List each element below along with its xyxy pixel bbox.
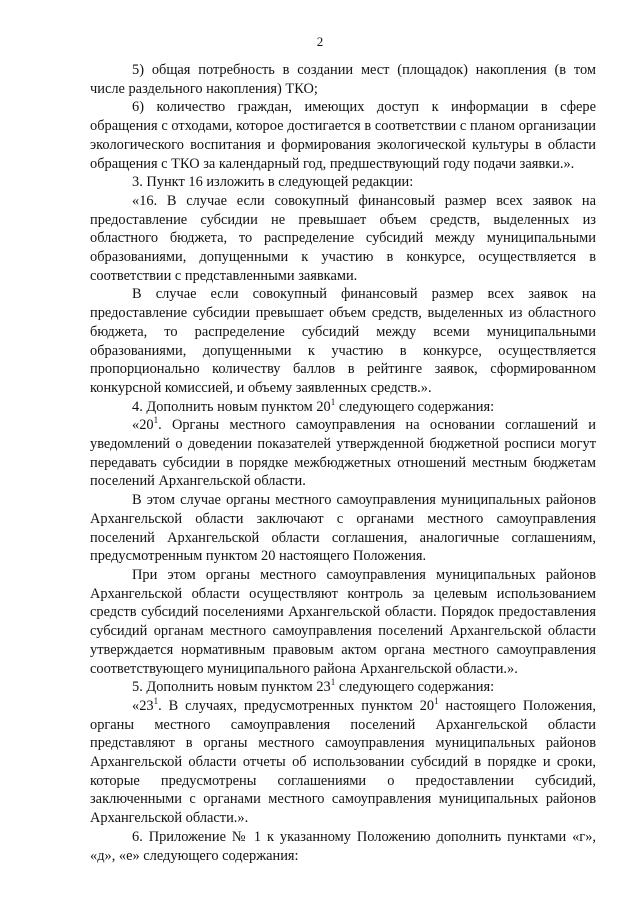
superscript: 1 <box>153 415 159 426</box>
paragraph-point-6: 6. Приложение № 1 к указанному Положению дополнить пунктами «г», «д», «е» следующего содержания: <box>90 828 596 864</box>
paragraph-clause-23-1 <box>90 697 596 828</box>
superscript: 1 <box>330 396 336 407</box>
paragraph-clause-20-1-part-1 <box>90 416 596 491</box>
page-number: 2 <box>316 34 324 49</box>
text-segment: 5. Дополнить новым пунктом 23 <box>132 679 331 696</box>
text-segment: «23 <box>132 697 154 714</box>
text-segment: следующего содержания: <box>335 679 495 696</box>
paragraph-item-6: 6) количество граждан, имеющих доступ к информации в сфере обращения с отходами, которое достигается в соответствии с планом организации экологического воспитания и формирования экологической культуры в области обращения с ТКО за календарный год, предшествующий году подачи заявки.». <box>90 99 596 172</box>
paragraph-item-5: 5) общая потребность в создании мест (площадок) накопления (в том числе раздельного накопления) ТКО; <box>90 62 596 97</box>
text-segment: «20 <box>132 417 154 434</box>
superscript: 1 <box>153 696 159 707</box>
text-segment: 4. Дополнить новым пунктом 20 <box>132 398 331 415</box>
superscript: 1 <box>330 677 336 688</box>
paragraph-point-3: 3. Пункт 16 изложить в следующей редакции: <box>132 174 414 191</box>
superscript: 1 <box>434 696 439 707</box>
paragraph-clause-16-part-1: «16. В случае если совокупный финансовый размер всех заявок на предоставление субсидии не превышает объем средств, выделенных из областного бюджета, то распределение субсидий между муниципальными образованиями, допущенными к участию в конкурсе, осуществляется в соответствии с представленными заявками. <box>90 192 596 284</box>
text-segment: . В случаях, предусмотренных пунктом 20 <box>158 697 435 714</box>
text-segment: настоящего Положения, органы местного самоуправления поселений Архангельской области представляют в органы местного самоуправления муниципальных районов Архангельской области отчеты об использовании субсидий в порядке и сроки, которые предусмотрены соглашениями о предоставлении субсидий, заключенными с органами местного самоуправления муниципальных районов Архангельской области.». <box>90 697 596 827</box>
text-segment: следующего содержания: <box>335 398 495 415</box>
paragraph-point-5 <box>90 678 596 697</box>
document-body <box>90 61 596 865</box>
paragraph-clause-20-1-part-2: В этом случае органы местного самоуправления муниципальных районов Архангельской области заключают с органами местного самоуправления поселений Архангельской области соглашения, аналогичные соглашениям, предусмотренным пунктом 20 настоящего Положения. <box>90 492 596 565</box>
paragraph-point-4 <box>90 398 596 417</box>
paragraph-clause-20-1-part-3: При этом органы местного самоуправления муниципальных районов Архангельской области осуществляют контроль за целевым использованием средств субсидий поселениями Архангельской области. Порядок предоставления субсидий органам местного самоуправления поселений Архангельской области утверждается нормативным правовым актом органа местного самоуправления соответствующего муниципального района Архангельской области.». <box>90 566 596 677</box>
paragraph-clause-16-part-2: В случае если совокупный финансовый размер всех заявок на предоставление субсидии превышает объем средств, выделенных из областного бюджета, то распределение субсидий между всеми муниципальными образованиями, допущенными к участию в конкурсе, осуществляется пропорционально количеству баллов в рейтинге заявок, сформированном конкурсной комиссией, и объему заявленных средств.». <box>90 286 596 396</box>
text-segment: . Органы местного самоуправления на основании соглашений и уведомлений о доведении показателей утвержденной бюджетной росписи могут передавать субсидии в порядке межбюджетных отношений местным бюджетам поселений Архангельской области. <box>90 417 596 490</box>
